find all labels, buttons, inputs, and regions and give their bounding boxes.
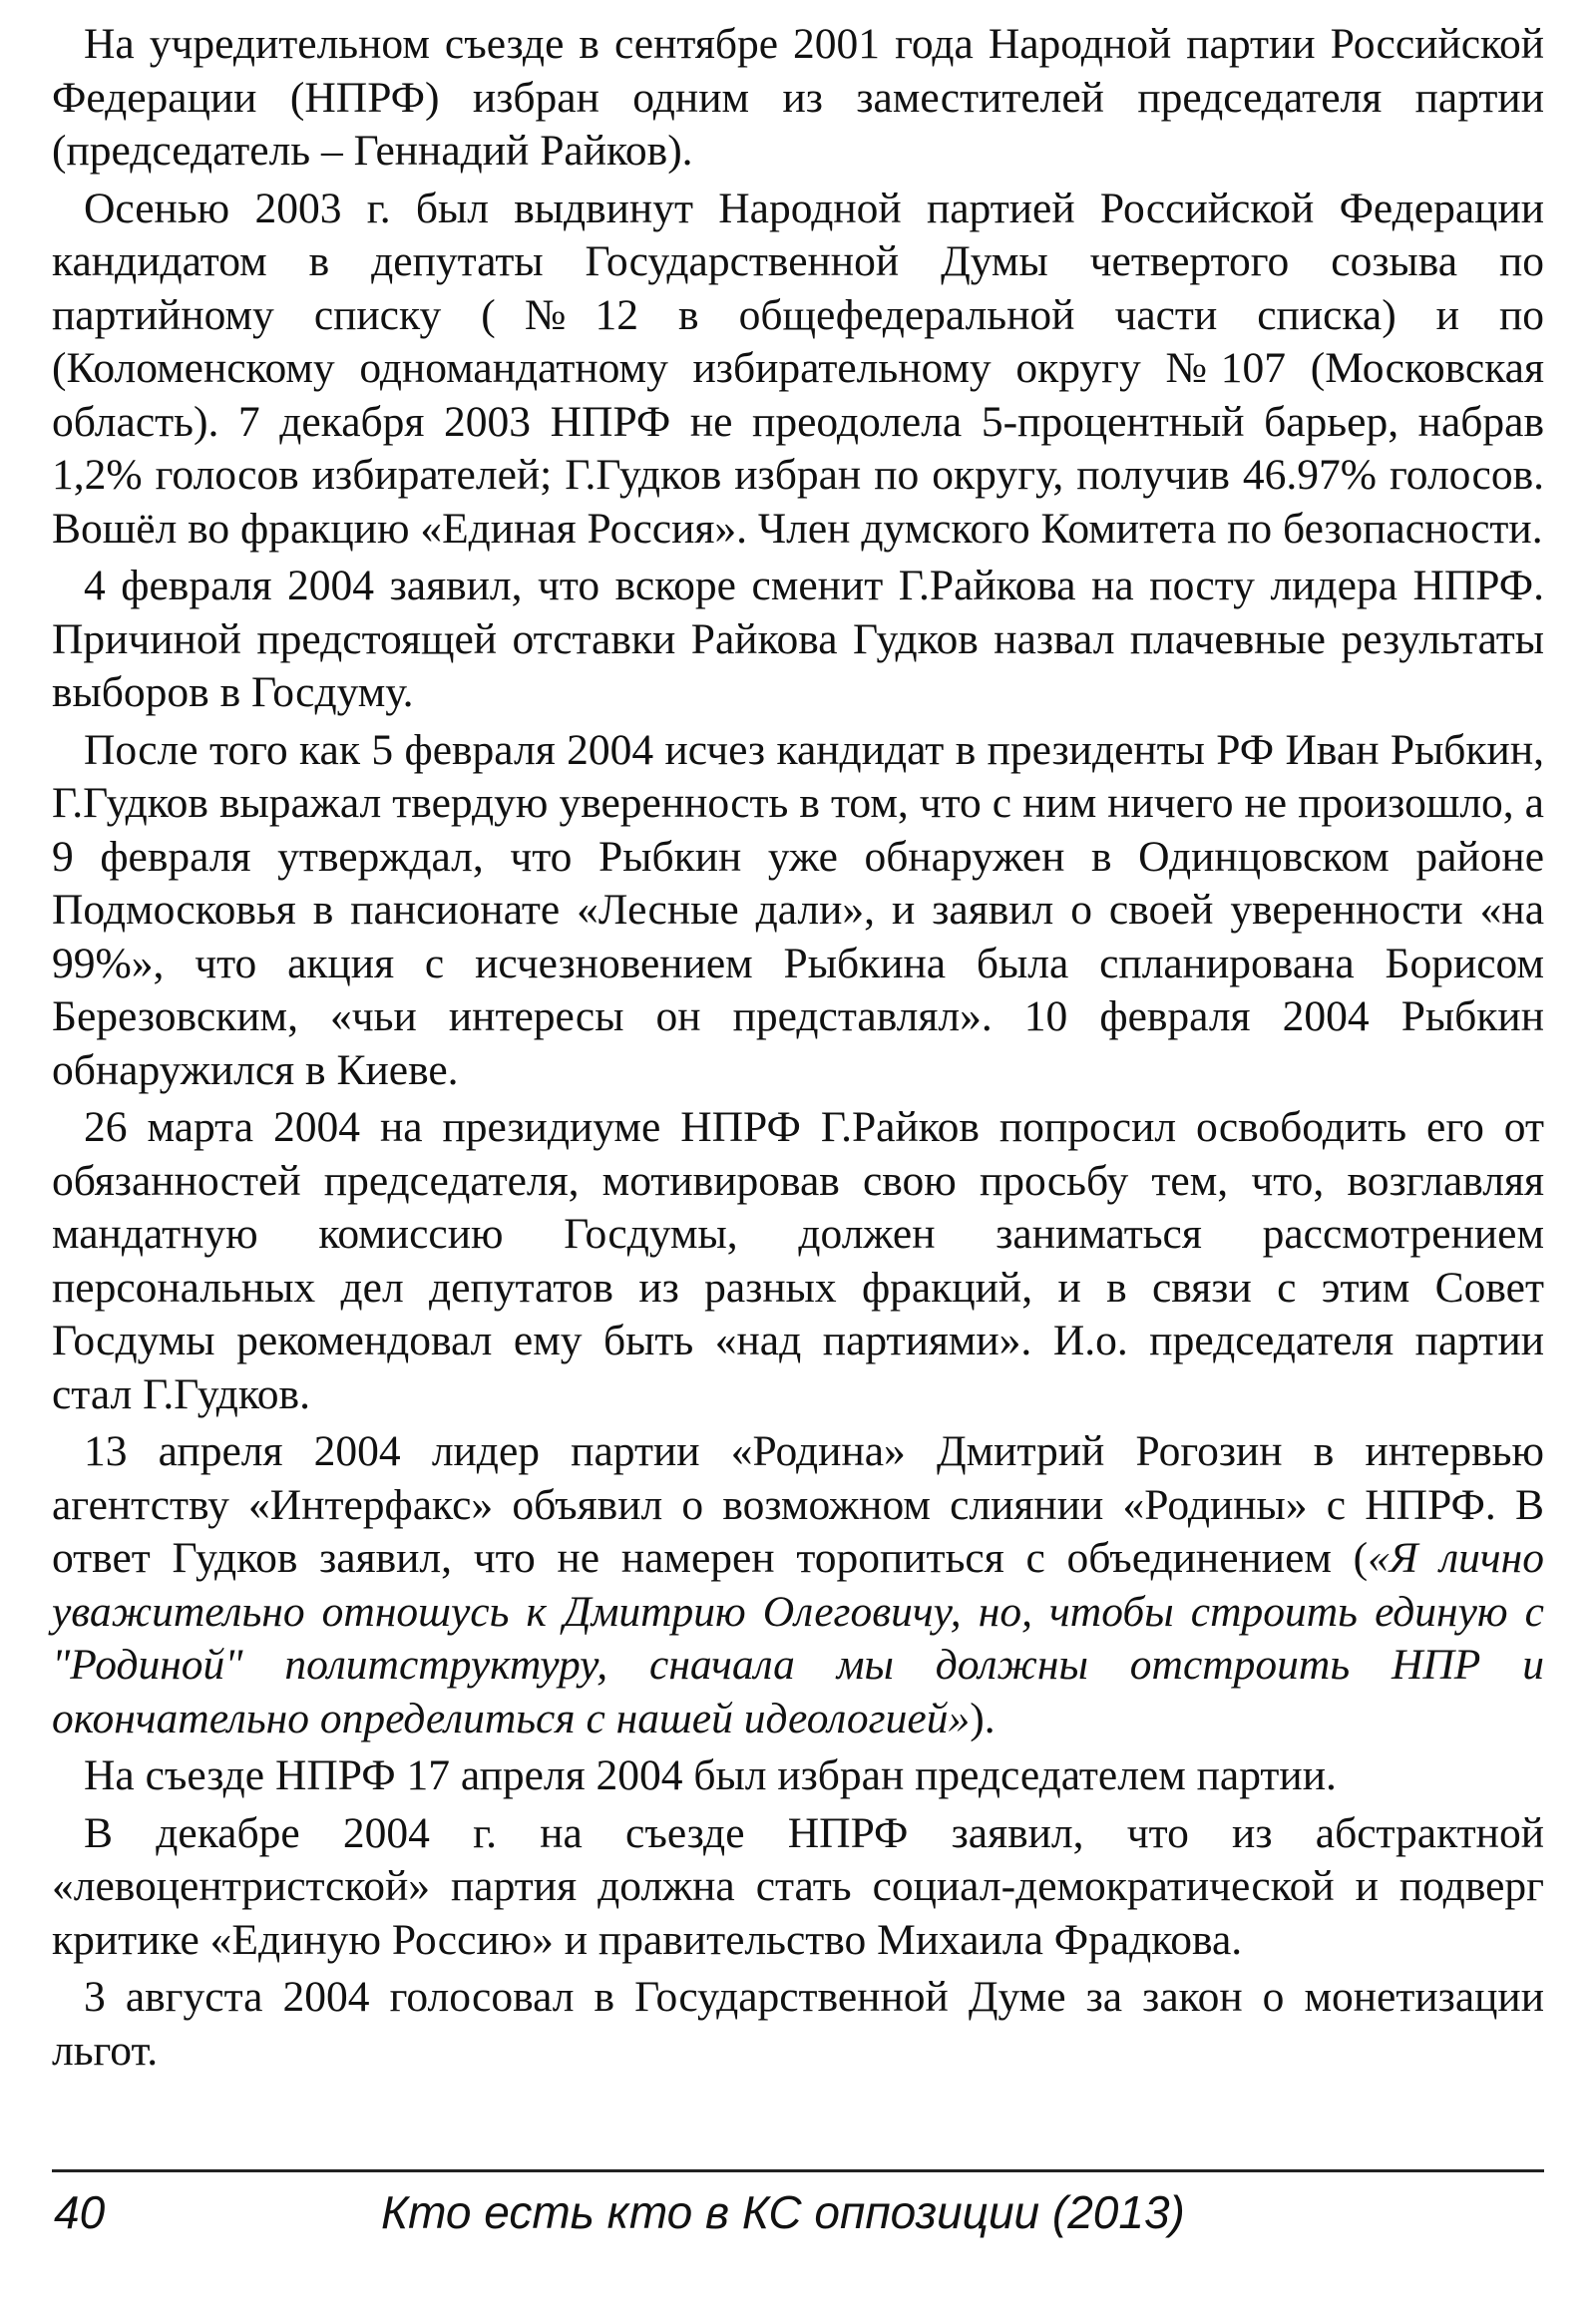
book-title: Кто есть кто в КС оппозиции (2013) [381,2186,1185,2238]
paragraph-text: 13 апреля 2004 лидер партии «Родина» Дмитрий Рогозин в интервью агентству «Интерфакс» объявил о возможном слиянии «Родины» с НПРФ. В ответ Гудков заявил, что не намерен торопиться с объединением ( [52,1427,1544,1582]
paragraph-text: В декабре 2004 г. на съезде НПРФ заявил, что из абстрактной «левоцентристской» партия должна стать социал-демократической и подверг критике «Единую Россию» и правительство Михаила Фрадкова. [52,1808,1544,1964]
paragraph-rodina-merger [52,1425,1544,1745]
paragraph-text: На учредительном съезде в сентябре 2001 года Народной партии Российской Федерации (НПРФ) избран одним из заместителей председателя партии (председатель – Геннадий Райков). [52,20,1544,175]
paragraph-rybkin-disappearance [52,724,1544,1098]
paragraph-text: На съезде НПРФ 17 апреля 2004 был избран председателем партии. [84,1751,1337,1799]
paragraph-february-2004-statement [52,560,1544,720]
paragraph-text: После того как 5 февраля 2004 исчез кандидат в президенты РФ Иван Рыбкин, Г.Гудков выражал твердую уверенность в том, что с ним ничего не произошло, а 9 февраля утверждал, что Рыбкин уже обнаружен в Одинцовском районе Подмосковья в пансионате «Лесные дали», и заявил о своей уверенности «на 99%», что акция с исчезновением Рыбкина была спланирована Борисом Березовским, «чьи интересы он представлял». 10 февраля 2004 Рыбкин обнаружился в Киеве. [52,725,1544,1094]
page-number: 40 [54,2186,106,2238]
paragraph-text: 26 марта 2004 на президиуме НПРФ Г.Райков попросил освободить его от обязанностей председателя, мотивировав свою просьбу тем, что, возглавляя мандатную комиссию Госдумы, должен заниматься рассмотрением персональных дел депутатов из разных фракций, и в связи с этим Совет Госдумы рекомендовал ему быть «над партиями». И.о. председателя партии стал Г.Гудков. [52,1103,1544,1418]
paragraph-december-congress [52,1807,1544,1968]
paragraph-duma-nomination-2003 [52,183,1544,557]
paragraph-acting-chairman [52,1101,1544,1421]
paragraph-founding-congress [52,18,1544,179]
paragraph-tail: ). [970,1694,996,1742]
paragraph-quote: «Я лично уважительно отношусь к Дмитрию Олеговичу, но, чтобы строить единую с "Родиной" политструктуру, сначала мы должны отстроить НПР и окончательно определиться с нашей идеологией» [52,1534,1544,1742]
paragraph-elected-chairman [52,1749,1544,1803]
document-body [52,18,1544,2078]
paragraph-text: 3 августа 2004 голосовал в Государственной Думе за закон о монетизации льгот. [52,1973,1544,2075]
paragraph-text: 4 февраля 2004 заявил, что вскоре сменит Г.Райкова на посту лидера НПРФ. Причиной предстоящей отставки Райкова Гудков назвал плачевные результаты выборов в Госдуму. [52,562,1544,716]
page-footer [52,2182,1544,2252]
paragraph-monetization-vote [52,1971,1544,2078]
document-page [52,18,1544,2308]
footer-divider [52,2169,1544,2172]
paragraph-text: Осенью 2003 г. был выдвинут Народной партией Российской Федерации кандидатом в депутаты Государственной Думы четвертого созыва по партийному списку (№12 в общефедеральной части списка) и по (Коломенскому одномандатному избирательному округу №107 (Московская область). 7 декабря 2003 НПРФ не преодолела 5-процентный барьер, набрав 1,2% голосов избирателей; Г.Гудков избран по округу, получив 46.97% голосов. Вошёл во фракцию «Единая Россия». Член думского Комитета по безопасности. [52,184,1544,553]
